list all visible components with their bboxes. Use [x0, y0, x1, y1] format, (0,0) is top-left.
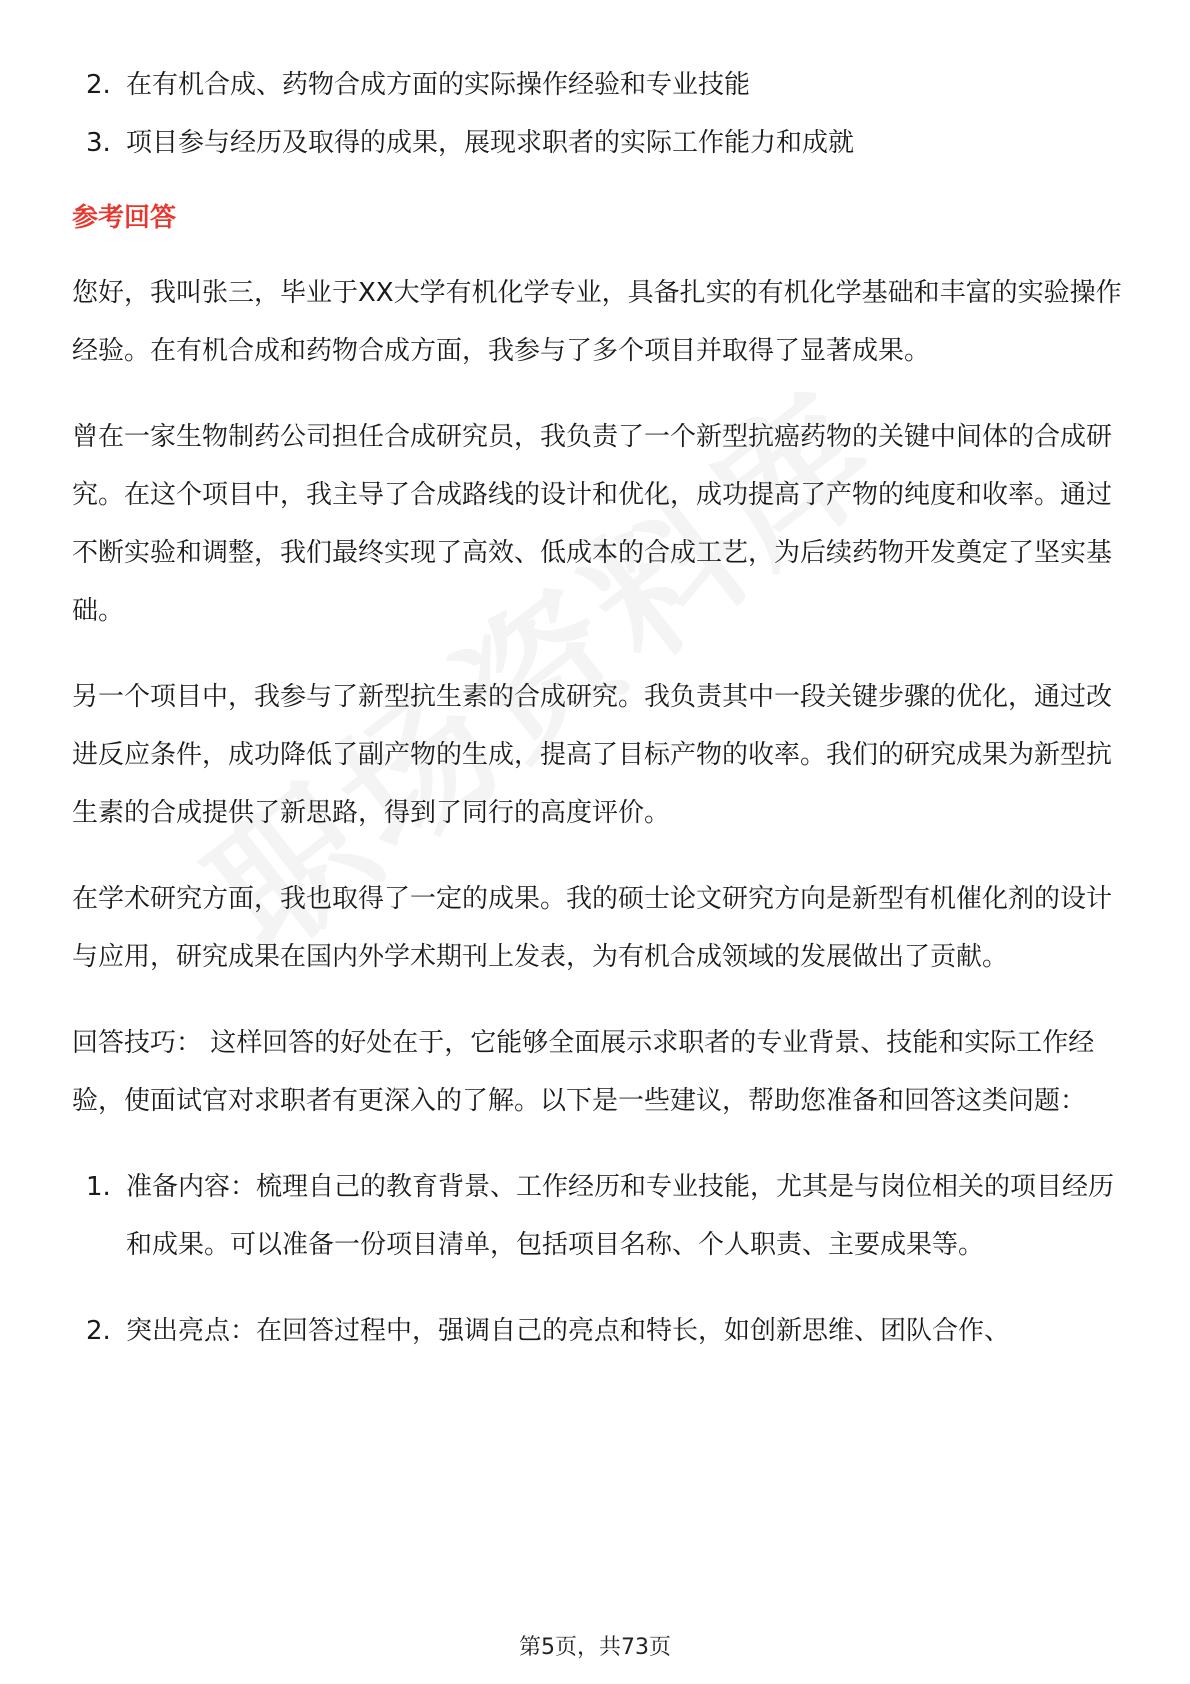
paragraph-project-1: 曾在一家生物制药公司担任合成研究员，我负责了一个新型抗癌药物的关键中间体的合成研究。在这个项目中，我主导了合成路线的设计和优化，成功提高了产物的纯度和收率。通过不断实验和调整，我们最终实现了高效、低成本的合成工艺，为后续药物开发奠定了坚实基础。 [72, 422, 1113, 626]
requirements-list [72, 56, 1132, 172]
list-number: 1. [86, 1172, 111, 1202]
list-text: 项目参与经历及取得的成果，展现求职者的实际工作能力和成就 [126, 128, 855, 158]
tips-list [72, 1158, 1132, 1360]
list-item [72, 56, 1132, 114]
paragraph-intro: 您好，我叫张三，毕业于XX大学有机化学专业，具备扎实的有机化学基础和丰富的实验操作经验。在有机合成和药物合成方面，我参与了多个项目并取得了显著成果。 [72, 278, 1122, 366]
section-heading: 参考回答 [72, 203, 177, 233]
list-number: 3. [86, 128, 111, 158]
page-content [72, 56, 1132, 1388]
list-item [72, 114, 1132, 172]
list-item [72, 1158, 1132, 1274]
paragraph-tips: 回答技巧： 这样回答的好处在于，它能够全面展示求职者的专业背景、技能和实际工作经验，使面试官对求职者有更深入的了解。以下是一些建议，帮助您准备和回答这类问题： [72, 1028, 1095, 1116]
list-text: 准备内容：梳理自己的教育背景、工作经历和专业技能，尤其是与岗位相关的项目经历和成果。可以准备一份项目清单，包括项目名称、个人职责、主要成果等。 [126, 1172, 1115, 1260]
list-text: 突出亮点：在回答过程中，强调自己的亮点和特长，如创新思维、团队合作、 [126, 1316, 1011, 1346]
list-text: 在有机合成、药物合成方面的实际操作经验和专业技能 [126, 70, 751, 100]
paragraph-academic: 在学术研究方面，我也取得了一定的成果。我的硕士论文研究方向是新型有机催化剂的设计与应用，研究成果在国内外学术期刊上发表，为有机合成领域的发展做出了贡献。 [72, 884, 1113, 972]
page-footer: 第5页，共73页 [519, 1635, 671, 1660]
list-number: 2. [86, 70, 111, 100]
list-item [72, 1302, 1132, 1360]
paragraph-project-2: 另一个项目中，我参与了新型抗生素的合成研究。我负责其中一段关键步骤的优化，通过改进反应条件，成功降低了副产物的生成，提高了目标产物的收率。我们的研究成果为新型抗生素的合成提供了新思路，得到了同行的高度评价。 [72, 682, 1113, 828]
list-number: 2. [86, 1316, 111, 1346]
